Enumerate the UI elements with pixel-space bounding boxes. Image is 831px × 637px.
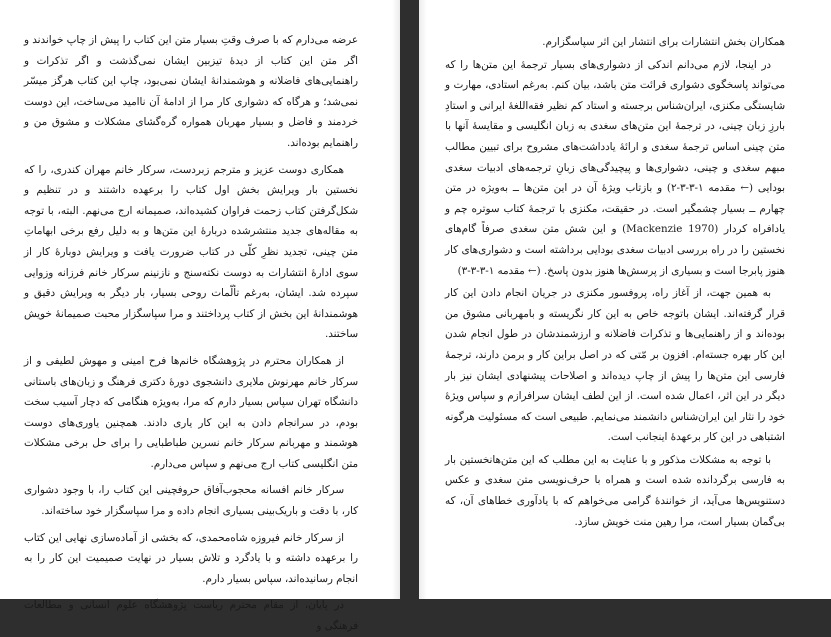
left-paragraph-6: در پایان، از مقام محترم ریاست پژوهشگاه علوم انسانی و مطالعات فرهنگی و xyxy=(24,599,358,633)
left-paragraph-3: از همکاران محترم در پژوهشگاه خانم‌ها فرح امینی و مهوش لطیفی و از سرکار خانم مهرنوش ملایری دانشجوی دورهٔ دکتری فرهنگ و زبان‌های باستانی دانشگاه تهران سپاس بسیار دارم که مرا، به‌ویژه هنگامی که دچار آسیب سخت بودم، در سرانجام دادن به این کار یاری دادند. همچنین یاوری‌های دوست هوشمند و مهربانم سرکار خانم نسرین طباطبایی را برای حل برخی مشکلات متن انگلیسی کتاب ارج می‌نهم و سپاس می‌دارم. xyxy=(24,354,358,470)
right-paragraph-1: همکاران بخش انتشارات برای انتشار این اثر سپاسگزارم. xyxy=(542,36,785,48)
left-paragraph-4: سرکار خانم افسانه محجوب‌آفاق حروفچینی این کتاب را، با وجود دشواری کار، با دقت و باریک‌بینی بسیاری انجام داده و مرا سپاسگزار خود ساخته‌اند. xyxy=(24,484,358,518)
left-page xyxy=(0,0,400,633)
right-paragraph-2: در اینجا، لازم می‌دانم اندکی از دشواری‌های بسیار ترجمهٔ این متن‌ها را که می‌تواند پاسخگوی دشواری قرائت متن باشد، بیان کنم. به‌رغم استادی، مهارت و شایستگی مکنزی، ایران‌شناس برجسته و استاد کم نظیر فقه‌اللغهٔ ایرانی و استادِ بارزِ زبان چینی، در ترجمهٔ این متن‌های سغدی به زبان انگلیسی و مقایسهٔ آنها با متن چینی اساس ترجمهٔ سغدی و ارائهٔ یادداشت‌های مشروح برای تبیین مطالب مبهم سغدی و چینی، دشواری‌ها و پیچیدگی‌های زبانِ ترجمه‌های ادبیات سغدی بودایی (← مقدمه ۱-۳-۳-۲) و بازتاب ویژهٔ آن در این متن‌ها ــ به‌ویژه در متن چهارم ــ بسیار چشمگیر است. در حقیقت، مکنزی با ترجمهٔ کتاب سوتره چم و یادافراه کردار (Mackenzie 1970) و این شش متن سغدی صرفاً گام‌های نخستین را در راه بررسی ادبیات سغدی بودایی برداشته است و دشواری‌های کار هنوز پابرجا است و بسیاری از پرسش‌ها هنوز بدون پاسخ. (← مقدمه ۱-۳-۳-۳) xyxy=(445,58,785,277)
left-page-gutter-shade xyxy=(392,0,400,599)
right-page-gutter-shade xyxy=(419,0,427,599)
right-page xyxy=(419,0,831,599)
left-paragraph-1: عرضه می‌دارم که با صرف وقتِ بسیار متن این کتاب را پیش از چاپ خواندند و اگر متن این کتاب از دیدهٔ تیزبین ایشان نمی‌گذشت و اگر تذکرات و راهنمایی‌های فاضلانه و هوشمندانهٔ ایشان نمی‌بود، چاپ این کتاب هرگز میسّر نمی‌شد؛ و هرگاه که دشواری کار مرا از ادامهٔ آن ناامید می‌ساخت، این دوست خردمند و فاضل و بسیار مهربان همواره گره‌گشای مشکلات و مشوق من و راهنمایم بوده‌اند. xyxy=(24,34,358,149)
right-paragraph-3: به همین جهت، از آغاز راه، پروفسور مکنزی در جریان انجام دادن این کار قرار گرفته‌اند. ایشان باتوجه خاص به این کار نگریسته و بامهربانی مشوق من بوده‌اند و از راهنمایی‌ها و تذکرات فاضلانه و ارزشمندشان در طول انجام شدن این کار بهره جسته‌ام. افزون بر مّتی که در اصل براین کار و برمن دارند، ترجمهٔ فارسی این متن‌ها را پیش از چاپ دیده‌اند و اصلاحات پیشنهادی ایشان نیز بار دیگر در این اثر، اعمال شده است. از این لطف ایشان سرافرازم و سپاس ویژهٔ خود را نثار این ایران‌شناس دانشمند می‌نمایم. طبیعی است که مسئولیت هرگونه اشتباهی در این کار برعهدهٔ اینجانب است. xyxy=(445,287,785,444)
left-page-text xyxy=(24,30,358,637)
right-paragraph-4: با توجه به مشکلات مذکور و با عنایت به این مطلب که این متن‌هانخستین بار به فارسی برگردانده شده است و همراه با حرف‌نویسی متن سغدی و عکس دستنویس‌ها می‌آید، از خوانندهٔ گرامی می‌خواهم که با یادآوری خطاهای آن، که بی‌گمان بسیار است، مرا رهین منت خویش سازد. xyxy=(445,453,785,528)
left-paragraph-2: همکاری دوست عزیز و مترجم زبردست، سرکار خانم مهران کندری، را که نخستین بار ویرایش بخش اول کتاب را برعهده داشتند و در تنظیم و شکل‌گرفتن کتاب زحمت فراوان کشیده‌اند، صمیمانه ارج می‌نهم. البته، با توجه به مقاله‌های جدید منتشرشده دربارهٔ این متن‌ها و به دلیل رفع برخی ابهاماتِ متن چینی، تجدید نظرِ کلّی در کتاب ضرورت یافت و ویرایش دوبارهٔ کار از سوی ادارهٔ انتشارات به دوست نکته‌سنج و نازنینم سرکار خانم فرزانه وزوایی سپرده شد. ایشان، به‌رغم تألّمات روحی بسیار، بار دیگر به ویرایش دقیق و هوشمندانهٔ این بخش از کتاب پرداختند و مرا سپاسگزار محبت صمیمانهٔ خویش ساختند. xyxy=(24,163,358,341)
right-page-text xyxy=(445,32,785,532)
left-paragraph-5: از سرکار خانم فیروزه شاه‌محمدی، که بخشی از آماده‌سازی نهایی این کتاب را برعهده داشته و با یادگرد و تلاش بسیار در نهایت صمیمیت این کار را به انجام رسانیده‌اند، سپاس بسیار دارم. xyxy=(24,531,358,585)
